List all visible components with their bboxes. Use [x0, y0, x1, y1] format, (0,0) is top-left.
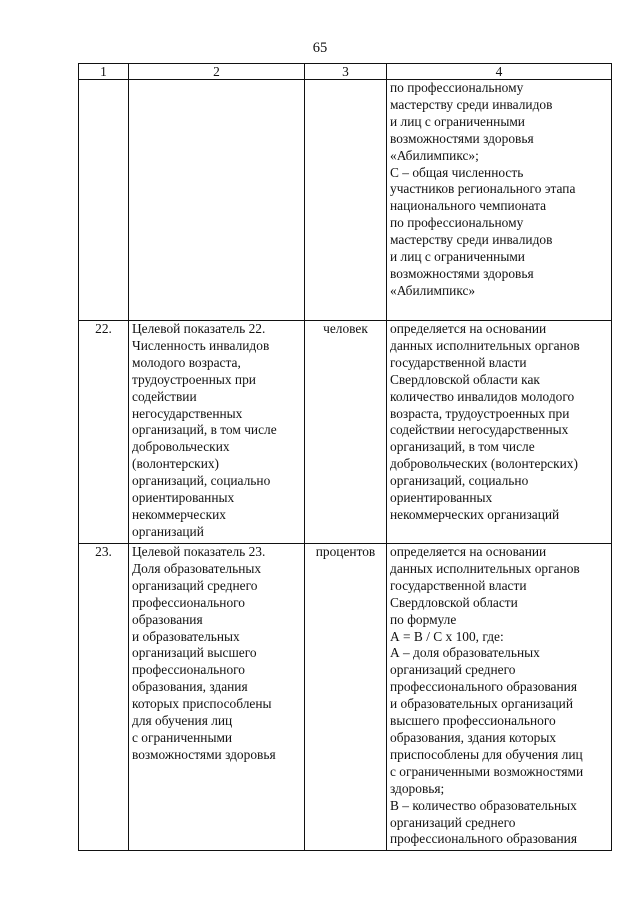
indicator-name: Целевой показатель 22. Численность инвалидов молодого возраста, трудоустроенных при содействии негосударственных организаций, в том числе добровольческих (волонтерских) организаций, социально ориентированных некоммерческих организаций: [129, 321, 305, 544]
calculation-method: по профессиональному мастерству среди инвалидов и лиц с ограниченными возможностями здоровья «Абилимпикс»; С – общая численность участников регионального этапа национального чемпионата по профессиональному мастерству среди инвалидов и лиц с ограниченными возможностями здоровья «Абилимпикс»: [387, 80, 612, 321]
column-header-3: 3: [305, 64, 387, 80]
table-row: [79, 321, 612, 544]
row-number: [79, 80, 129, 321]
column-header-4: 4: [387, 64, 612, 80]
table-header-row: [79, 64, 612, 80]
table-row: [79, 80, 612, 321]
unit-of-measure: человек: [305, 321, 387, 544]
indicators-table: [78, 63, 612, 851]
table-row: [79, 544, 612, 851]
calculation-method: определяется на основании данных исполнительных органов государственной власти Свердловской области как количество инвалидов молодого возраста, трудоустроенных при содействии негосударственных организаций, в том числе добровольческих (волонтерских) организаций, социально ориентированных некоммерческих организаций: [387, 321, 612, 544]
row-number: 23.: [79, 544, 129, 851]
indicator-name: Целевой показатель 23. Доля образовательных организаций среднего профессионального образования и образовательных организаций высшего профессионального образования, здания которых приспособлены для обучения лиц с ограниченными возможностями здоровья: [129, 544, 305, 851]
unit-of-measure: [305, 80, 387, 321]
indicator-name: [129, 80, 305, 321]
page-number: 65: [312, 40, 328, 56]
row-number: 22.: [79, 321, 129, 544]
unit-of-measure: процентов: [305, 544, 387, 851]
column-header-1: 1: [79, 64, 129, 80]
column-header-2: 2: [129, 64, 305, 80]
calculation-method: определяется на основании данных исполнительных органов государственной власти Свердловской области по формуле А = В / С х 100, где: А – доля образовательных организаций среднего профессионального образования и образовательных организаций высшего профессионального образования, здания которых приспособлены для обучения лиц с ограниченными возможностями здоровья; В – количество образовательных организаций среднего профессионального образования: [387, 544, 612, 851]
